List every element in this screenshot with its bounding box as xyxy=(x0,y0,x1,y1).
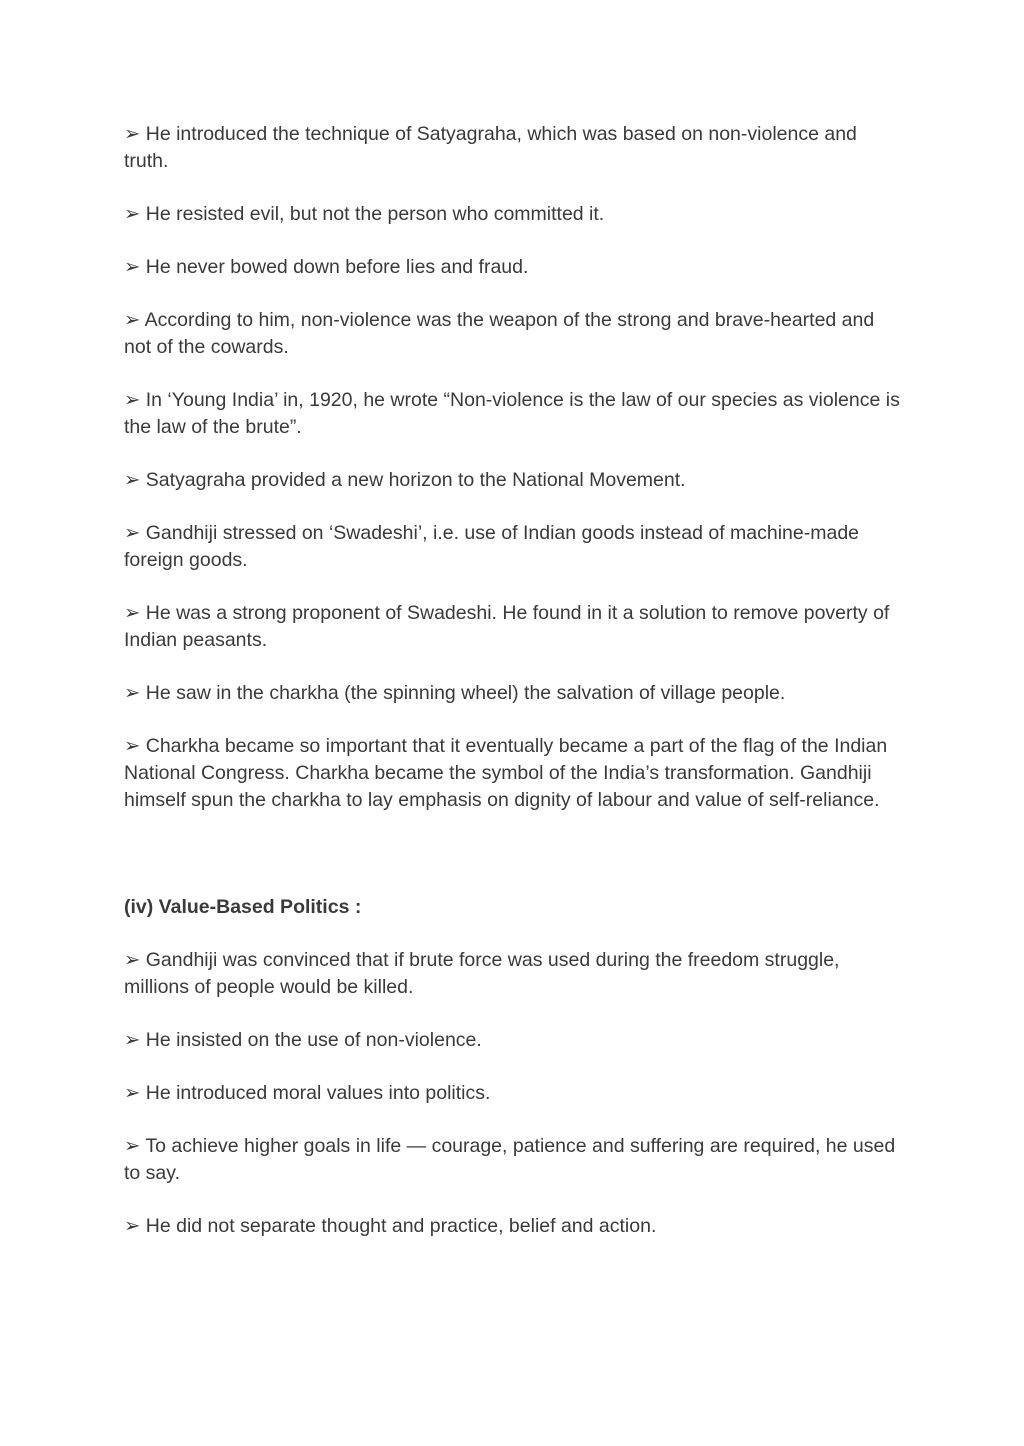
bullet-thought-practice: ➢ He did not separate thought and practice, belief and action. xyxy=(124,1215,657,1237)
document-page xyxy=(124,121,904,1266)
bullet-swadeshi-proponent: ➢ He was a strong proponent of Swadeshi. He found in it a solution to remove poverty of Indian peasants. xyxy=(124,602,890,651)
bullet-new-horizon: ➢ Satyagraha provided a new horizon to the National Movement. xyxy=(124,469,686,491)
bullet-never-bowed: ➢ He never bowed down before lies and fraud. xyxy=(124,256,529,278)
bullet-weapon-of-strong: ➢ According to him, non-violence was the weapon of the strong and brave-hearted and not of the cowards. xyxy=(124,309,875,358)
section-heading-value-based-politics: (iv) Value-Based Politics : xyxy=(124,896,362,918)
bullet-non-violence-use: ➢ He insisted on the use of non-violence. xyxy=(124,1029,482,1051)
bullet-moral-values: ➢ He introduced moral values into politics. xyxy=(124,1082,491,1104)
bullet-charkha-flag: ➢ Charkha became so important that it eventually became a part of the flag of the Indian National Congress. Charkha became the symbol of the India’s transformation. Gandhiji himself spun the charkha to lay emphasis on dignity of labour and value of self-reliance. xyxy=(124,735,888,811)
section-gap xyxy=(124,840,904,894)
bullet-swadeshi-stress: ➢ Gandhiji stressed on ‘Swadeshi’, i.e. use of Indian goods instead of machine-made foreign goods. xyxy=(124,522,860,571)
bullet-satyagraha-technique: ➢ He introduced the technique of Satyagraha, which was based on non-violence and truth. xyxy=(124,123,857,172)
bullet-young-india-quote: ➢ In ‘Young India’ in, 1920, he wrote “Non-violence is the law of our species as violence is the law of the brute”. xyxy=(124,389,900,438)
bullet-brute-force: ➢ Gandhiji was convinced that if brute force was used during the freedom struggle, millions of people would be killed. xyxy=(124,949,840,998)
bullet-charkha-salvation: ➢ He saw in the charkha (the spinning wheel) the salvation of village people. xyxy=(124,682,786,704)
bullet-resisted-evil: ➢ He resisted evil, but not the person who committed it. xyxy=(124,203,605,225)
bullet-higher-goals: ➢ To achieve higher goals in life — courage, patience and suffering are required, he used to say. xyxy=(124,1135,896,1184)
